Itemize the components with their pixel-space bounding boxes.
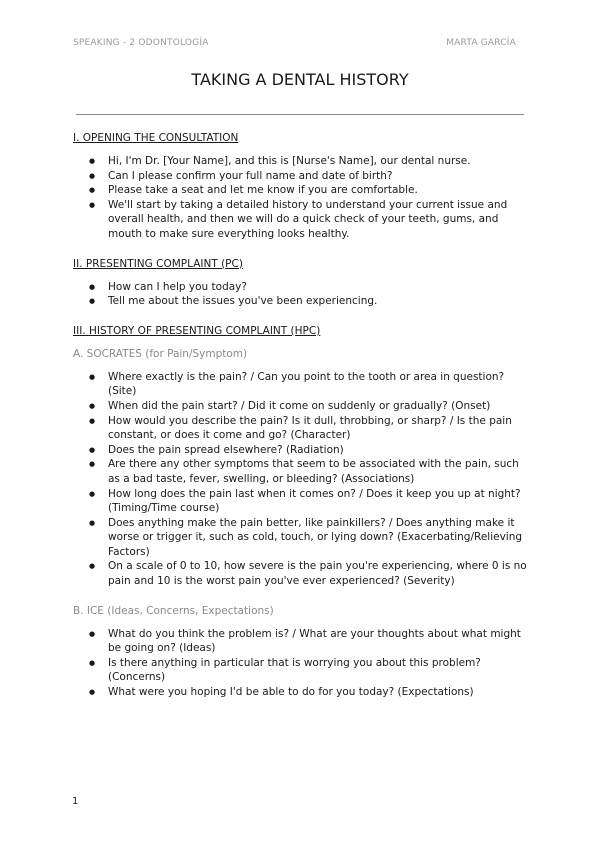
socrates-subheading: A. SOCRATES (for Pain/Symptom): [73, 347, 248, 360]
list-item: ● How can I help you today?: [73, 280, 528, 295]
header-author: MARTA GARCÍA: [446, 38, 516, 48]
list-item: ● What do you think the problem is? / What are your thoughts about what might be going on? (Ideas): [73, 627, 528, 656]
ice-list: [73, 627, 528, 700]
pc-list: [73, 280, 528, 309]
document-body: [73, 131, 528, 700]
list-item: ● We'll start by taking a detailed history to understand your current issue and overall health, and then we will do a quick check of your teeth, gums, and mouth to make sure everything looks healthy.: [73, 198, 528, 242]
list-item: ● Does the pain spread elsewhere? (Radiation): [73, 443, 528, 458]
header-course: SPEAKING - 2 ODONTOLOGÍA: [73, 38, 209, 48]
list-item: ● How would you describe the pain? Is it dull, throbbing, or sharp? / Is the pain constant, or does it come and go? (Character): [73, 414, 528, 443]
list-item: ● Is there anything in particular that is worrying you about this problem? (Concerns): [73, 656, 528, 685]
list-item: ● Where exactly is the pain? / Can you point to the tooth or area in question? (Site): [73, 370, 528, 399]
list-item: ● Please take a seat and let me know if you are comfortable.: [73, 183, 528, 198]
list-item: ● What were you hoping I'd be able to do for you today? (Expectations): [73, 685, 528, 700]
page-number: 1: [72, 796, 79, 807]
opening-list: [73, 154, 528, 242]
list-item: ● Are there any other symptoms that seem to be associated with the pain, such as a bad taste, fever, swelling, or bleeding? (Associations): [73, 457, 528, 486]
list-item: ● When did the pain start? / Did it come on suddenly or gradually? (Onset): [73, 399, 528, 414]
list-item: ● Can I please confirm your full name and date of birth?: [73, 169, 528, 184]
socrates-list: [73, 370, 528, 589]
section-opening-heading: I. OPENING THE CONSULTATION: [73, 132, 239, 144]
title-divider: [76, 114, 524, 115]
list-item: ● On a scale of 0 to 10, how severe is the pain you're experiencing, where 0 is no pain and 10 is the worst pain you've ever experienced? (Severity): [73, 559, 528, 588]
list-item: ● Does anything make the pain better, like painkillers? / Does anything make it worse or trigger it, such as cold, touch, or lying down? (Exacerbating/Relieving Factors): [73, 516, 528, 560]
ice-subheading: B. ICE (Ideas, Concerns, Expectations): [73, 604, 274, 617]
page-header: [73, 38, 516, 52]
list-item: ● How long does the pain last when it comes on? / Does it keep you up at night? (Timing/Time course): [73, 487, 528, 516]
section-hpc-heading: III. HISTORY OF PRESENTING COMPLAINT (HPC): [73, 324, 321, 337]
page-title: TAKING A DENTAL HISTORY: [191, 70, 409, 89]
list-item: ● Tell me about the issues you've been experiencing.: [73, 294, 528, 309]
list-item: ● Hi, I'm Dr. [Your Name], and this is [Nurse's Name], our dental nurse.: [73, 154, 528, 169]
section-pc-heading: II. PRESENTING COMPLAINT (PC): [73, 257, 243, 270]
